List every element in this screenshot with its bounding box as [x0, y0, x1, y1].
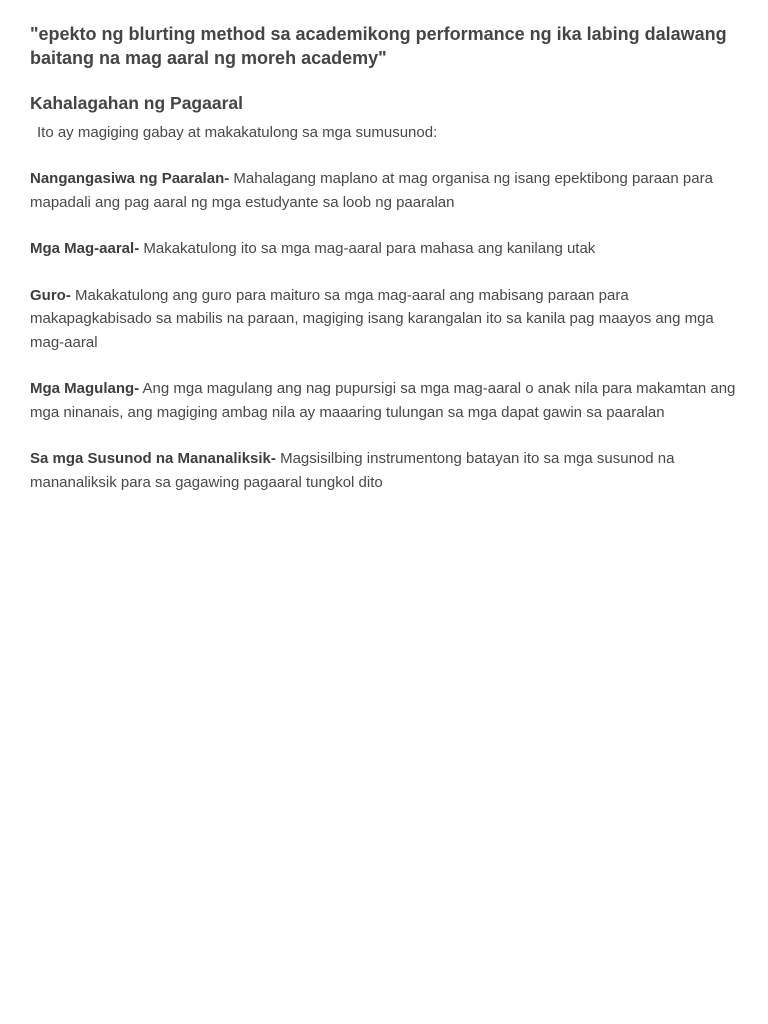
item-term: Nangangasiwa ng Paaralan- — [30, 170, 230, 187]
item-text: Makakatulong ito sa mga mag-aaral para mahasa ang kanilang utak — [139, 240, 596, 257]
item-mag-aaral — [30, 237, 742, 261]
item-term: Mga Magulang- — [30, 380, 140, 397]
item-text: Mahalagang maplano at mag organisa ng isang epektibong paraan para mapadali ang pag aaral ng mga estudyante sa loob ng paaralan — [30, 170, 713, 211]
item-text: Magsisilbing instrumentong batayan ito sa mga susunod na mananaliksik para sa gagawing pagaaral tungkol dito — [30, 450, 675, 491]
item-guro — [30, 284, 742, 355]
item-mananaliksik — [30, 447, 742, 494]
item-term: Guro- — [30, 286, 71, 304]
intro-paragraph: Ito ay magiging gabay at makakatulong sa mga sumusunod: — [37, 124, 438, 141]
item-magulang — [30, 377, 742, 424]
section-heading: Kahalagahan ng Pagaaral — [30, 93, 243, 113]
document-title: "epekto ng blurting method sa academikong performance ng ika labing dalawang baitang na mag aaral ng moreh academy" — [30, 24, 727, 68]
item-term: Sa mga Susunod na Mananaliksik- — [30, 450, 276, 467]
item-nangangasiwa — [30, 167, 742, 214]
item-text: Makakatulong ang guro para maituro sa mga mag-aaral ang mabisang paraan para makapagkabisado sa mabilis na paraan, magiging isang karangalan ito sa kanila pag maayos ang mga mag-aaral — [30, 286, 714, 351]
item-text: Ang mga magulang ang nag pupursigi sa mga mag-aaral o anak nila para makamtan ang mga ninanais, ang magiging ambag nila ay maaaring tulungan sa mga dapat gawin sa paaralan — [30, 380, 736, 421]
item-term: Mga Mag-aaral- — [30, 240, 140, 257]
